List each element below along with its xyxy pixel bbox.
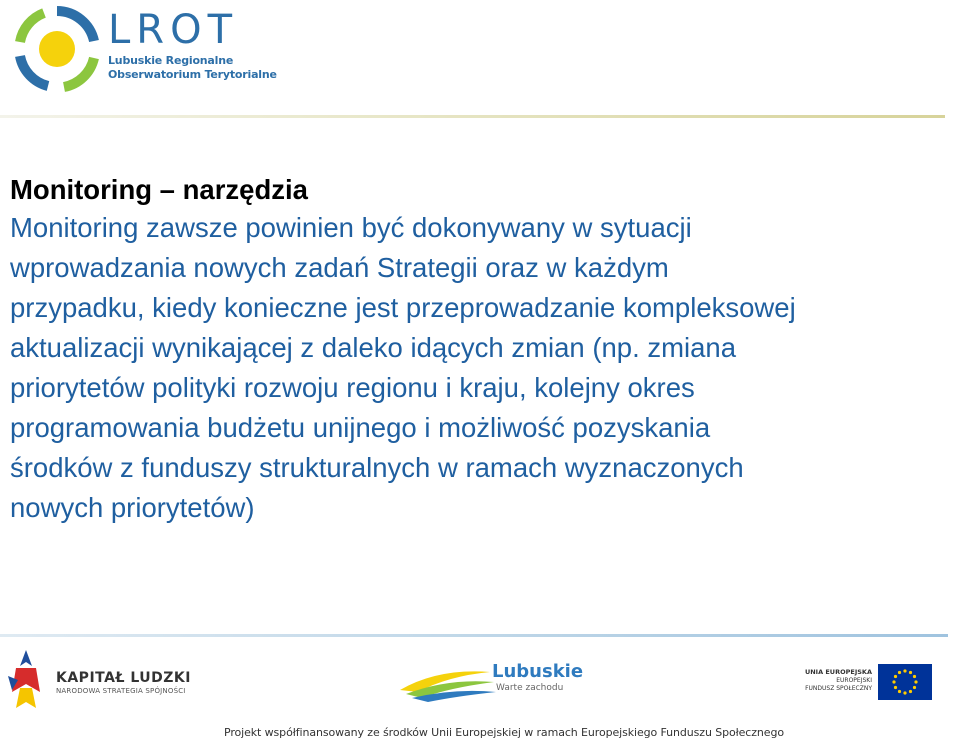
- body-line-7: środków z funduszy strukturalnych w ramach wyznaczonych: [10, 452, 744, 483]
- lubuskie-title: Lubuskie: [492, 661, 584, 682]
- header: [0, 0, 960, 118]
- body-line-2: wprowadzania nowych zadań Strategii oraz w każdym: [10, 252, 669, 283]
- eu-flag-icon: [878, 664, 932, 700]
- bottom-divider: [0, 634, 948, 637]
- lrot-logo-text: [108, 7, 277, 82]
- logo-subtitle-2: Obserwatorium Terytorialne: [108, 68, 277, 81]
- kapital-ludzki-subtitle: NARODOWA STRATEGIA SPÓJNOŚCI: [56, 687, 186, 695]
- lubuskie-text: [492, 662, 583, 694]
- body-line-1: Monitoring zawsze powinien być dokonywany w sytuacji: [10, 212, 692, 243]
- funding-note: Projekt współfinansowany ze środków Unii Europejskiej w ramach Europejskiego Funduszu Społecznego: [224, 726, 784, 739]
- logo-title: LROT: [108, 7, 238, 53]
- body-line-4: aktualizacji wynikającej z daleko idących zmian (np. zmiana: [10, 332, 737, 363]
- eu-text: [798, 668, 872, 693]
- logo-subtitle-1: Lubuskie Regionalne: [108, 54, 234, 67]
- slide-content: [10, 172, 955, 528]
- body-line-6: programowania budżetu unijnego i możliwość pozyskania: [10, 412, 711, 443]
- footer: [0, 640, 960, 750]
- lrot-logo-icon: [12, 6, 102, 92]
- kapital-ludzki-logo-icon: [6, 648, 46, 710]
- eu-line-1: UNIA EUROPEJSKA: [804, 668, 872, 676]
- top-divider: [0, 115, 945, 118]
- lubuskie-logo-icon: [398, 662, 498, 702]
- body-line-8: nowych priorytetów): [10, 492, 255, 523]
- kapital-ludzki-title: KAPITAŁ LUDZKI: [56, 670, 191, 686]
- kapital-ludzki-text: [56, 670, 191, 696]
- eu-line-3: FUNDUSZ SPOŁECZNY: [805, 685, 872, 692]
- body-line-3: przypadku, kiedy konieczne jest przeprowadzanie kompleksowej: [10, 292, 796, 323]
- lubuskie-subtitle: Warte zachodu: [496, 683, 564, 693]
- slide-heading: Monitoring – narzędzia: [10, 174, 308, 205]
- body-line-5: priorytetów polityki rozwoju regionu i kraju, kolejny okres: [10, 372, 695, 403]
- eu-line-2: EUROPEJSKI: [836, 677, 872, 684]
